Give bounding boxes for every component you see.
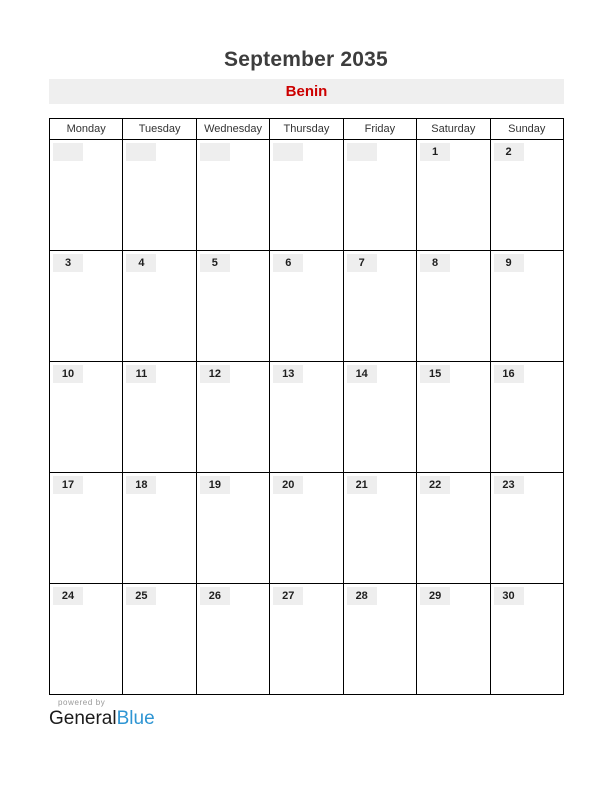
day-cell-13 <box>270 362 343 473</box>
day-number-badge: 14 <box>347 365 377 383</box>
day-cell-3 <box>50 251 123 362</box>
week-row-1 <box>50 140 564 251</box>
page-title: September 2035 <box>224 48 388 71</box>
day-cell-27 <box>270 584 343 695</box>
brand-general-text: General <box>49 708 117 729</box>
day-cell-5 <box>196 251 269 362</box>
day-number-badge: 30 <box>494 587 524 605</box>
week-row-5 <box>50 584 564 695</box>
day-cell-1 <box>417 140 490 251</box>
day-cell-16 <box>490 362 563 473</box>
day-number-badge: 24 <box>53 587 83 605</box>
day-cell-empty <box>196 140 269 251</box>
day-cell-21 <box>343 473 416 584</box>
day-cell-26 <box>196 584 269 695</box>
day-number-badge: 16 <box>494 365 524 383</box>
day-number-badge: 17 <box>53 476 83 494</box>
day-number-badge: 20 <box>273 476 303 494</box>
footer <box>49 698 155 730</box>
day-number-badge: 6 <box>273 254 303 272</box>
day-number-badge <box>273 143 303 161</box>
calendar-table <box>49 118 564 695</box>
day-number-badge: 19 <box>200 476 230 494</box>
day-number-badge: 8 <box>420 254 450 272</box>
weekday-header-tuesday: Tuesday <box>123 119 196 140</box>
day-number-badge: 2 <box>494 143 524 161</box>
calendar-body <box>50 140 564 695</box>
day-cell-empty <box>50 140 123 251</box>
weekday-header-thursday: Thursday <box>270 119 343 140</box>
day-number-badge: 1 <box>420 143 450 161</box>
country-bar <box>49 79 564 104</box>
week-row-2 <box>50 251 564 362</box>
weekday-row <box>50 119 564 140</box>
day-number-badge: 10 <box>53 365 83 383</box>
day-number-badge: 3 <box>53 254 83 272</box>
day-number-badge <box>126 143 156 161</box>
day-number-badge <box>200 143 230 161</box>
day-cell-18 <box>123 473 196 584</box>
day-cell-29 <box>417 584 490 695</box>
day-cell-24 <box>50 584 123 695</box>
day-number-badge: 11 <box>126 365 156 383</box>
powered-by-text: powered by <box>58 698 106 707</box>
day-cell-10 <box>50 362 123 473</box>
day-cell-19 <box>196 473 269 584</box>
day-number-badge: 12 <box>200 365 230 383</box>
day-number-badge: 4 <box>126 254 156 272</box>
day-cell-9 <box>490 251 563 362</box>
day-number-badge: 25 <box>126 587 156 605</box>
day-cell-12 <box>196 362 269 473</box>
day-number-badge <box>347 143 377 161</box>
brand-blue-text: Blue <box>116 708 155 729</box>
day-number-badge: 9 <box>494 254 524 272</box>
day-cell-20 <box>270 473 343 584</box>
day-cell-empty <box>270 140 343 251</box>
day-number-badge: 13 <box>273 365 303 383</box>
day-number-badge: 7 <box>347 254 377 272</box>
day-cell-6 <box>270 251 343 362</box>
weekday-header-sunday: Sunday <box>490 119 563 140</box>
day-number-badge: 28 <box>347 587 377 605</box>
day-cell-17 <box>50 473 123 584</box>
week-row-3 <box>50 362 564 473</box>
day-number-badge <box>53 143 83 161</box>
day-cell-empty <box>123 140 196 251</box>
weekday-header-monday: Monday <box>50 119 123 140</box>
day-number-badge: 29 <box>420 587 450 605</box>
day-number-badge: 22 <box>420 476 450 494</box>
day-number-badge: 15 <box>420 365 450 383</box>
day-number-badge: 18 <box>126 476 156 494</box>
day-cell-empty <box>343 140 416 251</box>
day-cell-25 <box>123 584 196 695</box>
day-cell-2 <box>490 140 563 251</box>
day-number-badge: 5 <box>200 254 230 272</box>
day-cell-11 <box>123 362 196 473</box>
day-number-badge: 26 <box>200 587 230 605</box>
weekday-header-saturday: Saturday <box>417 119 490 140</box>
day-cell-7 <box>343 251 416 362</box>
day-number-badge: 21 <box>347 476 377 494</box>
weekday-header-wednesday: Wednesday <box>196 119 269 140</box>
week-row-4 <box>50 473 564 584</box>
day-number-badge: 23 <box>494 476 524 494</box>
day-cell-14 <box>343 362 416 473</box>
day-cell-28 <box>343 584 416 695</box>
day-cell-15 <box>417 362 490 473</box>
day-cell-8 <box>417 251 490 362</box>
calendar-header <box>50 119 564 140</box>
country-name: Benin <box>285 83 328 100</box>
day-number-badge: 27 <box>273 587 303 605</box>
day-cell-30 <box>490 584 563 695</box>
day-cell-22 <box>417 473 490 584</box>
day-cell-4 <box>123 251 196 362</box>
day-cell-23 <box>490 473 563 584</box>
weekday-header-friday: Friday <box>343 119 416 140</box>
generalblue-logo[interactable] <box>49 708 155 730</box>
